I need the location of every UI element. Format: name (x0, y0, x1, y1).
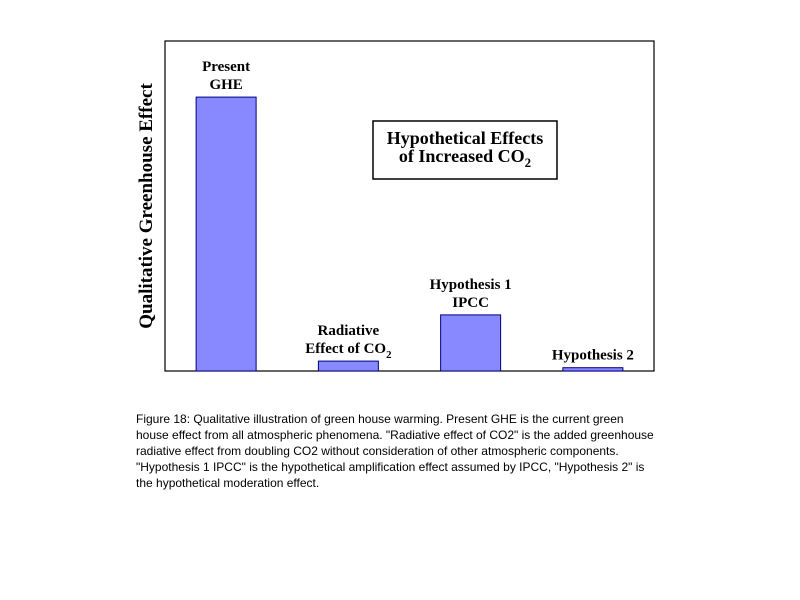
label-line: Hypothetical Effects (386, 128, 544, 148)
bar-label (552, 348, 634, 364)
y-axis-label: Qualitative Greenhouse Effect (136, 83, 157, 329)
bar-labels (202, 59, 634, 364)
bar-label (430, 277, 512, 311)
figure-caption: Figure 18: Qualitative illustration of green house warming. Present GHE is the current green house effect from all atmospheric phenomena. "Radiative effect of CO2" is the added greenhouse radiative effect from doubling CO2 without consideration of other atmospheric components. "Hypothesis 1 IPCC" is the hypothetical amplification effect assumed by IPCC, "Hypothesis 2" is the hypothetical moderation effect. (136, 412, 654, 490)
annotation-text (387, 128, 543, 170)
bar-label (305, 323, 391, 361)
label-line: Present (202, 59, 251, 76)
label-line: Effect of CO (305, 341, 387, 358)
subscript: 2 (386, 349, 392, 362)
subscript: 2 (524, 155, 532, 170)
label-line: Hypothesis 2 (551, 347, 634, 364)
label-line: Hypothesis 1 (429, 276, 512, 293)
label-line: Radiative (317, 323, 380, 340)
label-line: of Increased CO (398, 146, 525, 166)
bar (563, 368, 623, 371)
bar (318, 361, 378, 371)
annotation-box (373, 121, 557, 179)
bar (441, 315, 501, 371)
label-line: GHE (209, 77, 243, 94)
label-line: IPCC (452, 294, 489, 311)
bar-label (202, 59, 250, 93)
bar (196, 97, 256, 371)
